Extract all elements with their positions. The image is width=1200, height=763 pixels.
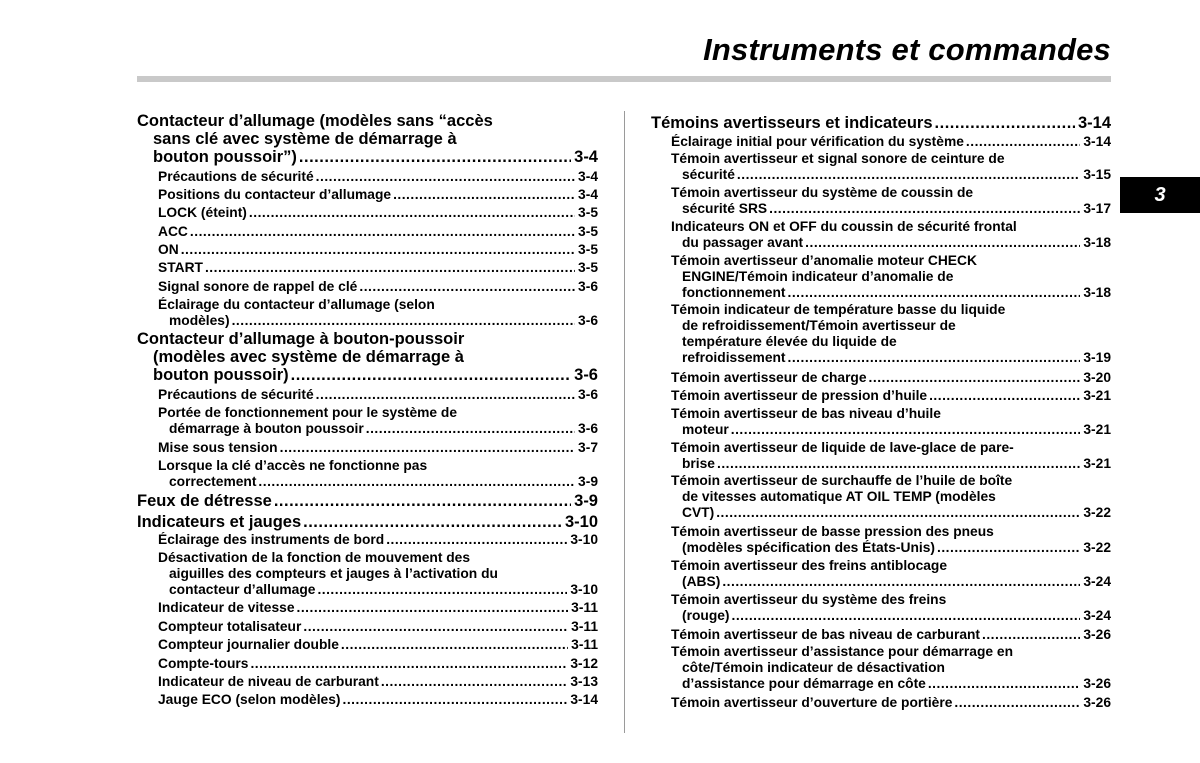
dot-leader: [303, 619, 568, 635]
toc-page-number: 3-10: [570, 532, 598, 547]
toc-entry[interactable]: [158, 405, 598, 437]
toc-page-number: 3-19: [1083, 350, 1111, 365]
toc-entry-text: CVT): [682, 505, 715, 520]
toc-entry[interactable]: [671, 592, 1111, 624]
toc-entry-text: fonctionnement: [682, 285, 786, 300]
toc-entry[interactable]: [671, 253, 1111, 301]
toc-entry-text: Témoin avertisseur de charge: [671, 370, 867, 385]
toc-entry[interactable]: [158, 297, 598, 329]
dot-leader: [935, 114, 1075, 132]
dot-leader: [966, 134, 1080, 150]
toc-entry-text: Contacteur d’allumage (modèles sans “accès: [137, 112, 493, 130]
column-divider: [624, 111, 625, 733]
dot-leader: [929, 388, 1080, 404]
chapter-title: Instruments et commandes: [703, 32, 1111, 67]
toc-entry[interactable]: [651, 114, 1111, 132]
toc-page-number: 3-4: [574, 148, 598, 166]
toc-entry[interactable]: [158, 600, 598, 616]
dot-leader: [359, 279, 575, 295]
toc-page-number: 3-21: [1083, 456, 1111, 471]
toc-entry-text: Éclairage des instruments de bord: [158, 532, 385, 547]
toc-entry[interactable]: [158, 674, 598, 690]
toc-page-number: 3-14: [1077, 114, 1111, 132]
toc-page-number: 3-5: [578, 242, 598, 257]
toc-page-number: 3-13: [570, 674, 598, 689]
chapter-tab[interactable]: [1120, 177, 1200, 213]
toc-page-number: 3-10: [564, 513, 598, 531]
toc-entry-text: START: [158, 260, 203, 275]
toc-entry-text: Témoin indicateur de température basse du liquide: [671, 302, 1006, 317]
toc-entry-text: bouton poussoir”): [153, 148, 297, 166]
dot-leader: [937, 540, 1080, 556]
toc-entry-text: correctement: [169, 474, 257, 489]
toc-page-number: 3-6: [578, 313, 598, 328]
toc-entry-text: démarrage à bouton poussoir: [169, 421, 364, 436]
toc-entry-text: moteur: [682, 422, 729, 437]
toc-entry[interactable]: [158, 440, 598, 456]
dot-leader: [190, 224, 575, 240]
toc-page-number: 3-22: [1083, 505, 1111, 520]
dot-leader: [928, 676, 1081, 692]
toc-page-number: 3-5: [578, 224, 598, 239]
toc-entry[interactable]: [158, 458, 598, 490]
toc-page-number: 3-11: [571, 600, 598, 615]
toc-entry-text: Jauge ECO (selon modèles): [158, 692, 341, 707]
toc-entry-text: température élevée du liquide de: [682, 334, 897, 349]
dot-leader: [393, 187, 575, 203]
toc-entry[interactable]: [671, 219, 1111, 251]
toc-entry[interactable]: [137, 112, 598, 166]
dot-leader: [316, 169, 575, 185]
toc-entry[interactable]: [671, 644, 1111, 692]
dot-leader: [732, 608, 1081, 624]
dot-leader: [869, 370, 1081, 386]
toc-entry-text: d’assistance pour démarrage en côte: [682, 676, 926, 691]
toc-entry-text: Précautions de sécurité: [158, 387, 314, 402]
toc-entry[interactable]: [158, 656, 598, 672]
toc-entry-text: Éclairage du contacteur d’allumage (selon: [158, 297, 435, 312]
toc-entry-text: Compteur totalisateur: [158, 619, 302, 634]
toc-page-number: 3-26: [1083, 627, 1111, 642]
toc-page-number: 3-5: [578, 260, 598, 275]
toc-entry[interactable]: [158, 187, 598, 203]
toc-entry-text: Éclairage initial pour vérification du système: [671, 134, 964, 149]
toc-entry-text: sécurité SRS: [682, 201, 768, 216]
toc-entry-text: ON: [158, 242, 179, 257]
toc-entry-text: Témoin avertisseur de bas niveau de carburant: [671, 627, 981, 642]
toc-entry-text: Compte-tours: [158, 656, 249, 671]
toc-page-number: 3-26: [1083, 695, 1111, 710]
toc-entry-text: (rouge): [682, 608, 730, 623]
dot-leader: [769, 201, 1080, 217]
toc-entry[interactable]: [137, 492, 598, 510]
toc-page-number: 3-5: [578, 205, 598, 220]
toc-entry-text: brise: [682, 456, 715, 471]
toc-page-number: 3-6: [578, 387, 598, 402]
toc-entry[interactable]: [158, 692, 598, 708]
toc-entry[interactable]: [158, 619, 598, 635]
toc-page-number: 3-6: [578, 279, 598, 294]
toc-entry[interactable]: [137, 330, 598, 384]
dot-leader: [787, 285, 1080, 301]
toc-entry[interactable]: [671, 524, 1111, 556]
toc-entry[interactable]: [158, 224, 598, 240]
dot-leader: [954, 695, 1080, 711]
toc-entry-text: Témoin avertisseur d’anomalie moteur CHECK: [671, 253, 977, 268]
toc-entry-text: Témoin avertisseur du système des freins: [671, 592, 947, 607]
toc-entry-text: refroidissement: [682, 350, 786, 365]
toc-entry[interactable]: [671, 406, 1111, 438]
dot-leader: [982, 627, 1080, 643]
toc-page-number: 3-9: [578, 474, 598, 489]
toc-entry-text: Signal sonore de rappel de clé: [158, 279, 358, 294]
toc-entry[interactable]: [671, 134, 1111, 150]
toc-entry[interactable]: [671, 185, 1111, 217]
dot-leader: [249, 205, 575, 221]
dot-leader: [316, 387, 575, 403]
toc-entry-text: de vitesses automatique AT OIL TEMP (modèles: [682, 489, 996, 504]
toc-entry-text: LOCK (éteint): [158, 205, 247, 220]
toc-entry[interactable]: [158, 387, 598, 403]
dot-leader: [250, 656, 567, 672]
dot-leader: [258, 474, 575, 490]
dot-leader: [341, 637, 568, 653]
toc-entry[interactable]: [158, 260, 598, 276]
dot-leader: [805, 235, 1080, 251]
toc-page-number: 3-9: [574, 492, 598, 510]
toc-page-number: 3-22: [1083, 540, 1111, 555]
toc-entry-text: sans clé avec système de démarrage à: [153, 130, 457, 148]
toc-page-number: 3-14: [1083, 134, 1111, 149]
toc-entry[interactable]: [158, 532, 598, 548]
toc-entry-text: Positions du contacteur d’allumage: [158, 187, 392, 202]
toc-page-number: 3-21: [1083, 388, 1111, 403]
toc-entry-text: de refroidissement/Témoin avertisseur de: [682, 318, 956, 333]
chapter-number: 3: [1154, 183, 1166, 206]
toc-page-number: 3-14: [570, 692, 598, 707]
toc-entry-text: Indicateurs et jauges: [137, 513, 302, 531]
toc-entry-text: Témoin avertisseur de surchauffe de l’huile de boîte: [671, 473, 1013, 488]
dot-leader: [303, 513, 562, 531]
toc-entry[interactable]: [158, 550, 598, 598]
toc-entry-text: Mise sous tension: [158, 440, 278, 455]
toc-entry-text: ACC: [158, 224, 188, 239]
toc-entry-text: côte/Témoin indicateur de désactivation: [682, 660, 945, 675]
toc-entry-text: Désactivation de la fonction de mouvement des: [158, 550, 471, 565]
dot-leader: [342, 692, 567, 708]
toc-entry-text: sécurité: [682, 167, 735, 182]
toc-entry[interactable]: [158, 242, 598, 258]
toc-entry-text: Témoin avertisseur d’ouverture de portière: [671, 695, 953, 710]
toc-entry[interactable]: [137, 513, 598, 531]
toc-entry-text: Témoin avertisseur de basse pression des pneus: [671, 524, 994, 539]
toc-page-number: 3-11: [571, 637, 598, 652]
toc-entry[interactable]: [671, 558, 1111, 590]
toc-page-number: 3-17: [1083, 201, 1111, 216]
toc-entry[interactable]: [671, 151, 1111, 183]
toc-entry[interactable]: [671, 370, 1111, 386]
dot-leader: [317, 582, 567, 598]
toc-page-number: 3-24: [1083, 608, 1111, 623]
toc-entry[interactable]: [671, 695, 1111, 711]
toc-entry[interactable]: [671, 388, 1111, 404]
toc-entry-text: modèles): [169, 313, 230, 328]
toc-entry-text: Contacteur d’allumage à bouton-poussoir: [137, 330, 465, 348]
toc-entry[interactable]: [158, 279, 598, 295]
toc-page-number: 3-10: [570, 582, 598, 597]
toc-page-number: 3-6: [578, 421, 598, 436]
header-rule: [137, 76, 1111, 82]
dot-leader: [716, 505, 1080, 521]
dot-leader: [386, 532, 567, 548]
dot-leader: [181, 242, 575, 258]
dot-leader: [299, 148, 571, 166]
toc-page-number: 3-20: [1083, 370, 1111, 385]
toc-entry-text: Feux de détresse: [137, 492, 272, 510]
toc-page-number: 3-4: [578, 169, 598, 184]
toc-entry-text: Précautions de sécurité: [158, 169, 314, 184]
toc-entry[interactable]: [671, 440, 1111, 472]
toc-page-number: 3-24: [1083, 574, 1111, 589]
dot-leader: [737, 167, 1080, 183]
toc-entry[interactable]: [671, 302, 1111, 366]
toc-entry-text: contacteur d’allumage: [169, 582, 316, 597]
toc-entry-text: (modèles spécification des États-Unis): [682, 540, 936, 555]
dot-leader: [381, 674, 568, 690]
dot-leader: [291, 366, 571, 384]
dot-leader: [232, 313, 575, 329]
toc-entry-text: Témoin avertisseur du système de coussin de: [671, 185, 974, 200]
toc-entry[interactable]: [671, 473, 1111, 521]
toc-page-number: 3-4: [578, 187, 598, 202]
toc-entry-text: Témoin avertisseur des freins antiblocage: [671, 558, 948, 573]
dot-leader: [788, 350, 1081, 366]
toc-entry-text: du passager avant: [682, 235, 804, 250]
toc-page-number: 3-18: [1083, 235, 1111, 250]
toc-entry-text: Lorsque la clé d’accès ne fonctionne pas: [158, 458, 428, 473]
dot-leader: [722, 574, 1080, 590]
toc-entry-text: Portée de fonctionnement pour le système de: [158, 405, 457, 420]
toc-page-number: 3-26: [1083, 676, 1111, 691]
toc-entry-text: Témoin avertisseur et signal sonore de ceinture de: [671, 151, 1005, 166]
toc-entry-text: ENGINE/Témoin indicateur d’anomalie de: [682, 269, 954, 284]
toc-entry-text: (modèles avec système de démarrage à: [153, 348, 464, 366]
toc-entry-text: (ABS): [682, 574, 721, 589]
toc-page-number: 3-7: [578, 440, 598, 455]
toc-entry-text: bouton poussoir): [153, 366, 289, 384]
toc-page-number: 3-6: [574, 366, 598, 384]
toc-entry-text: aiguilles des compteurs et jauges à l’activation du: [169, 566, 498, 581]
toc-entry-text: Témoin avertisseur de liquide de lave-glace de pare-: [671, 440, 1014, 455]
toc-page-number: 3-18: [1083, 285, 1111, 300]
toc-page-number: 3-15: [1083, 167, 1111, 182]
toc-entry[interactable]: [158, 637, 598, 653]
toc-page-number: 3-12: [570, 656, 598, 671]
toc-entry[interactable]: [158, 169, 598, 185]
dot-leader: [205, 260, 575, 276]
dot-leader: [297, 600, 569, 616]
dot-leader: [366, 421, 575, 437]
dot-leader: [731, 422, 1081, 438]
dot-leader: [274, 492, 571, 510]
toc-entry-text: Témoin avertisseur de pression d’huile: [671, 388, 928, 403]
toc-entry-text: Témoin avertisseur d’assistance pour démarrage en: [671, 644, 1013, 659]
dot-leader: [717, 456, 1080, 472]
toc-entry-text: Indicateur de vitesse: [158, 600, 295, 615]
toc-entry[interactable]: [158, 205, 598, 221]
toc-entry-text: Indicateurs ON et OFF du coussin de sécurité frontal: [671, 219, 1017, 234]
toc-entry-text: Témoins avertisseurs et indicateurs: [651, 114, 933, 132]
toc-entry-text: Indicateur de niveau de carburant: [158, 674, 379, 689]
toc-entry-text: Témoin avertisseur de bas niveau d’huile: [671, 406, 941, 421]
toc-entry-text: Compteur journalier double: [158, 637, 339, 652]
toc-page-number: 3-21: [1083, 422, 1111, 437]
dot-leader: [280, 440, 575, 456]
toc-page-number: 3-11: [571, 619, 598, 634]
toc-entry[interactable]: [671, 627, 1111, 643]
